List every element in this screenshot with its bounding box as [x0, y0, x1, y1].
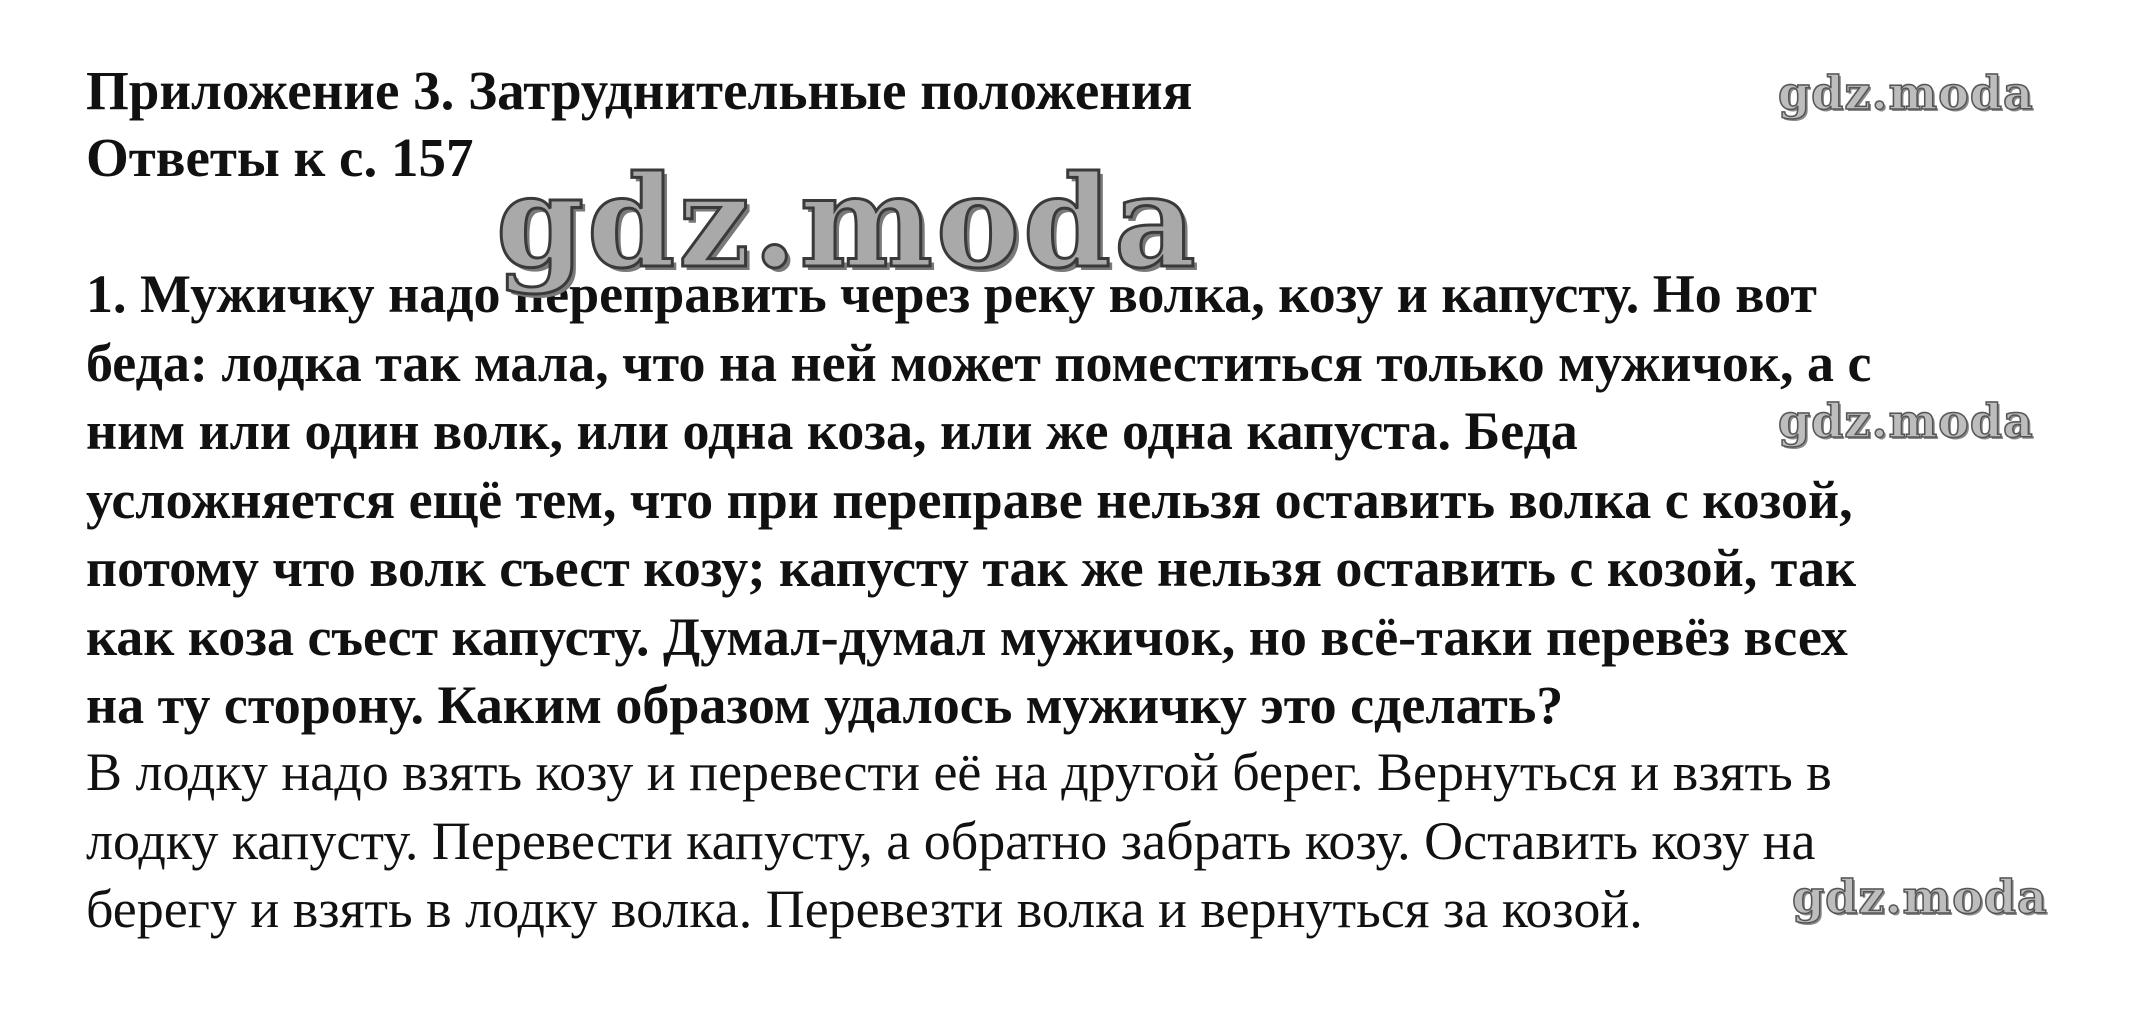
section-title: Приложение 3. Затруднительные положения	[86, 60, 1193, 121]
question-line: усложняется ещё тем, что при переправе нельзя оставить волка с козой,	[86, 469, 1853, 530]
question-line: как коза съест капусту. Думал-думал мужичок, но всё-таки перевёз всех	[86, 606, 1848, 667]
answer-line: берегу и взять в лодку волка. Перевезти волка и вернуться за козой.	[86, 879, 1643, 939]
watermark: gdz.moda	[1792, 870, 2048, 924]
answer-line: лодку капусту. Перевести капусту, а обратно забрать козу. Оставить козу на	[86, 810, 1816, 871]
question-line: беда: лодка так мала, что на ней может поместиться только мужичок, а с	[86, 332, 1872, 393]
question-line: 1. Мужичку надо переправить через реку волка, козу и капусту. Но вот	[86, 264, 1817, 324]
question-line: на ту сторону. Каким образом удалось мужичку это сделать?	[86, 675, 1564, 735]
watermark: gdz.moda	[1778, 66, 2034, 120]
question-line: ним или один волк, или одна коза, или же одна капуста. Беда	[86, 401, 1578, 461]
question-text	[86, 260, 2096, 740]
watermark: gdz.moda	[1778, 394, 2034, 448]
answer-line: В лодку надо взять козу и перевести её на другой берег. Вернуться и взять в	[86, 742, 1832, 802]
watermark-large: gdz.moda	[496, 148, 1199, 296]
question-line: потому что волк съест козу; капусту так же нельзя оставить с козой, так	[86, 538, 1857, 598]
answers-page-reference: Ответы к с. 157	[86, 127, 474, 188]
